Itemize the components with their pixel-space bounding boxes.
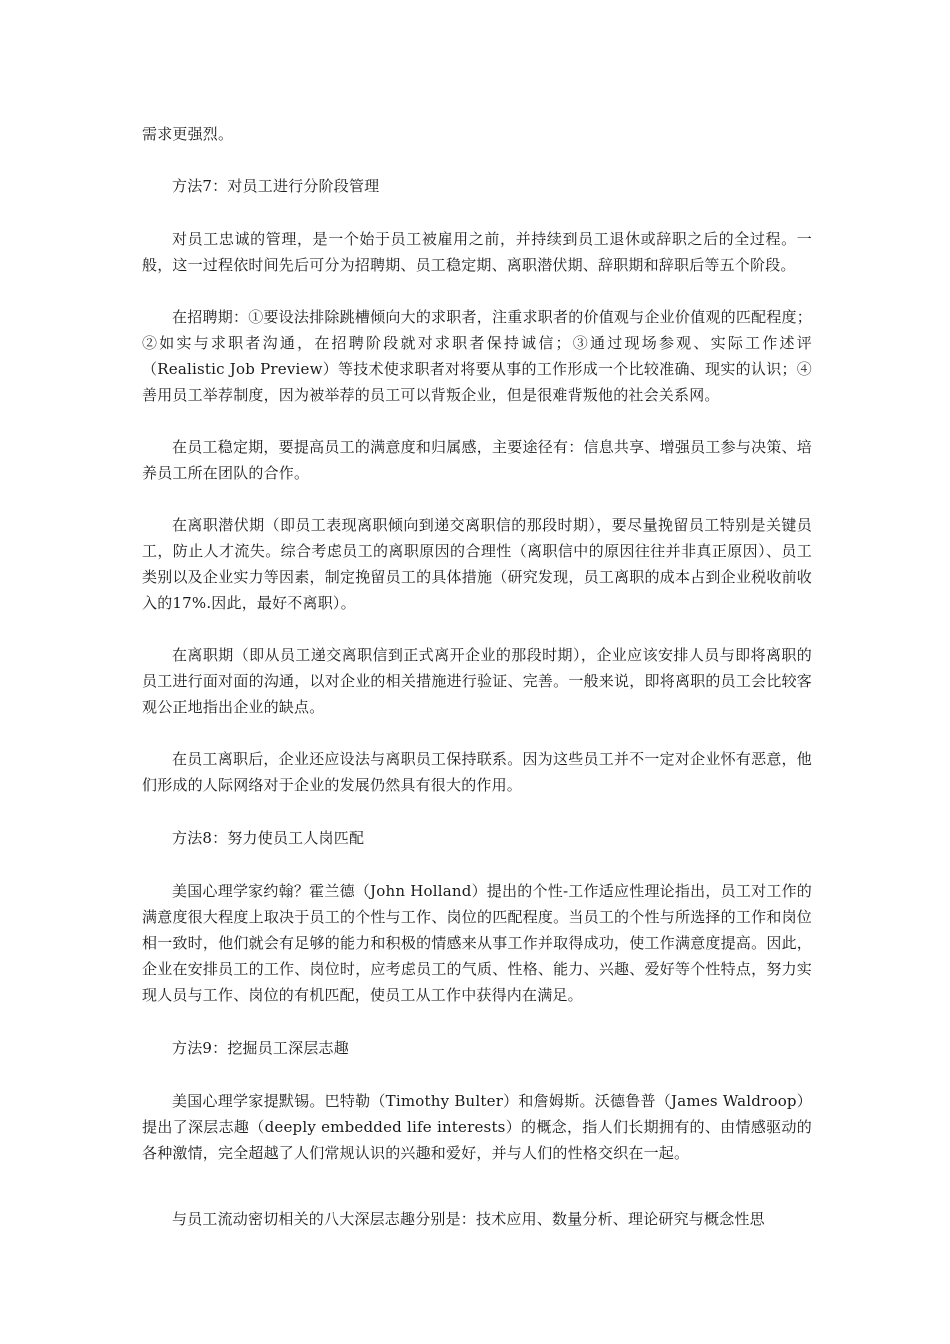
paragraph-loyalty-management: 对员工忠诚的管理，是一个始于员工被雇用之前，并持续到员工退休或辞职之后的全过程。一般，这一过程依时间先后可分为招聘期、员工稳定期、离职潜伏期、辞职期和辞职后等五个阶段。: [142, 230, 812, 274]
paragraph-continuation: 需求更强烈。: [142, 125, 234, 143]
paragraph-stable-period: 在员工稳定期，要提高员工的满意度和归属感，主要途径有：信息共享、增强员工参与决策、培养员工所在团队的合作。: [142, 438, 812, 482]
paragraph-latent-departure-period: 在离职潜伏期（即员工表现离职倾向到递交离职信的那段时期），要尽量挽留员工特别是关键员工，防止人才流失。综合考虑员工的离职原因的合理性（离职信中的原因往往并非真正原因）、员工类别以及企业实力等因素，制定挽留员工的具体措施（研究发现，员工离职的成本占到企业税收前收入的17%.因此，最好不离职）。: [142, 516, 812, 612]
method-8-heading: 方法8：努力使员工人岗匹配: [172, 829, 365, 847]
paragraph-eight-interests: 与员工流动密切相关的八大深层志趣分别是：技术应用、数量分析、理论研究与概念性思: [172, 1210, 765, 1228]
paragraph-person-job-fit: 美国心理学家约翰？霍兰德（John Holland）提出的个性-工作适应性理论指出，员工对工作的满意度很大程度上取决于员工的个性与工作、岗位的匹配程度。当员工的个性与所选择的工作和岗位相一致时，他们就会有足够的能力和积极的情感来从事工作并取得成功，使工作满意度提高。因此，企业在安排员工的工作、岗位时，应考虑员工的气质、性格、能力、兴趣、爱好等个性特点，努力实现人员与工作、岗位的有机匹配，使员工从工作中获得内在满足。: [142, 882, 812, 1004]
method-9-heading: 方法9：挖掘员工深层志趣: [172, 1039, 349, 1057]
paragraph-resignation-period: 在离职期（即从员工递交离职信到正式离开企业的那段时期），企业应该安排人员与即将离职的员工进行面对面的沟通，以对企业的相关措施进行验证、完善。一般来说，即将离职的员工会比较客观公正地指出企业的缺点。: [142, 646, 812, 716]
method-7-heading: 方法7：对员工进行分阶段管理: [172, 177, 380, 195]
paragraph-deep-interests: 美国心理学家提默锡。巴特勒（Timothy Bulter）和詹姆斯。沃德鲁普（James Waldroop）提出了深层志趣（deeply embedded life interests）的概念，指人们长期拥有的、由情感驱动的各种激情，完全超越了人们常规认识的兴趣和爱好，并与人们的性格交织在一起。: [142, 1092, 812, 1162]
paragraph-after-departure: 在员工离职后，企业还应设法与离职员工保持联系。因为这些员工并不一定对企业怀有恶意，他们形成的人际网络对于企业的发展仍然具有很大的作用。: [142, 750, 812, 794]
paragraph-recruitment-period: 在招聘期：①要设法排除跳槽倾向大的求职者，注重求职者的价值观与企业价值观的匹配程度；②如实与求职者沟通，在招聘阶段就对求职者保持诚信；③通过现场参观、实际工作述评（Realistic Job Preview）等技术使求职者对将要从事的工作形成一个比较准确、现实的认识；④善用员工举荐制度，因为被举荐的员工可以背叛企业，但是很难背叛他的社会关系网。: [142, 308, 812, 404]
document-body: [142, 121, 812, 1258]
